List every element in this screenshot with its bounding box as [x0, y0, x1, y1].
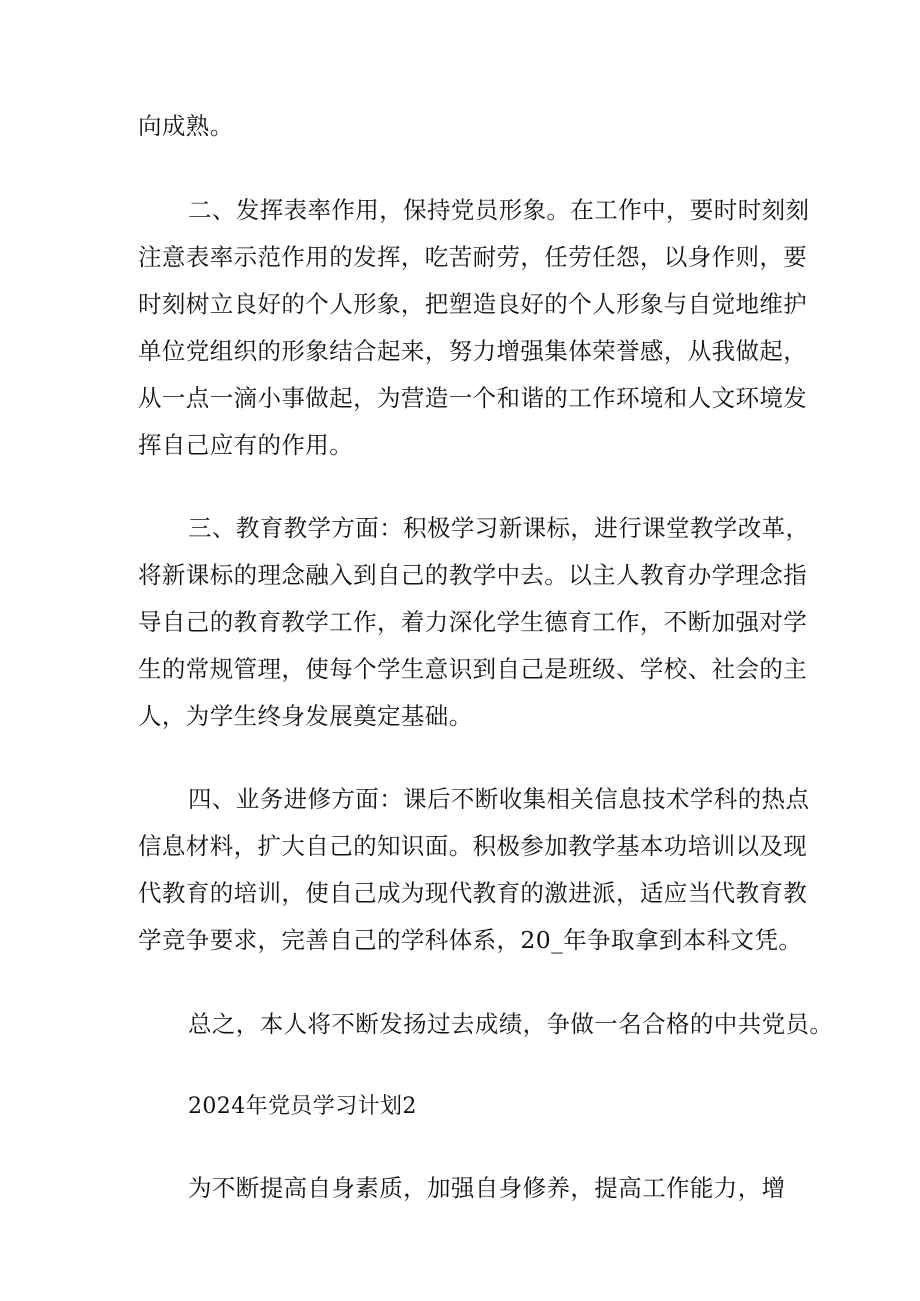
paragraph-line: 时刻树立良好的个人形象，把塑造良好的个人形象与自觉地维护 [138, 290, 808, 318]
paragraph-line: 学竞争要求，完善自己的学科体系，20_年争取拿到本科文凭。 [138, 926, 803, 954]
paragraph-line: 二、发挥表率作用，保持党员形象。在工作中，要时时刻刻 [188, 196, 810, 224]
paragraph-line: 从一点一滴小事做起，为营造一个和谐的工作环境和人文环境发 [138, 384, 808, 412]
paragraph-line: 将新课标的理念融入到自己的教学中去。以主人教育办学理念指 [138, 561, 808, 589]
paragraph-line: 生的常规管理，使每个学生意识到自己是班级、学校、社会的主 [138, 655, 808, 683]
paragraph-line: 三、教育教学方面：积极学习新课标，进行课堂教学改革， [188, 514, 810, 542]
paragraph-line: 代教育的培训，使自己成为现代教育的激进派，适应当代教育教 [138, 879, 808, 907]
section-title: 2024年党员学习计划2 [188, 1094, 417, 1119]
paragraph-line: 总之，本人将不断发扬过去成绩，争做一名合格的中共党员。 [188, 1010, 834, 1038]
paragraph-line: 导自己的教育教学工作，着力深化学生德育工作，不断加强对学 [138, 608, 808, 636]
paragraph-line: 信息材料，扩大自己的知识面。积极参加教学基本功培训以及现 [138, 832, 808, 860]
paragraph-line: 向成熟。 [138, 112, 234, 140]
paragraph-line: 四、业务进修方面：课后不断收集相关信息技术学科的热点 [188, 785, 810, 813]
paragraph-line: 为不断提高自身素质，加强自身修养，提高工作能力，增 [188, 1174, 786, 1202]
paragraph-line: 单位党组织的形象结合起来，努力增强集体荣誉感，从我做起， [138, 337, 808, 365]
paragraph-line: 注意表率示范作用的发挥，吃苦耐劳，任劳任怨，以身作则，要 [138, 243, 808, 271]
paragraph-line: 人，为学生终身发展奠定基础。 [138, 702, 473, 730]
paragraph-line: 挥自己应有的作用。 [138, 431, 354, 459]
